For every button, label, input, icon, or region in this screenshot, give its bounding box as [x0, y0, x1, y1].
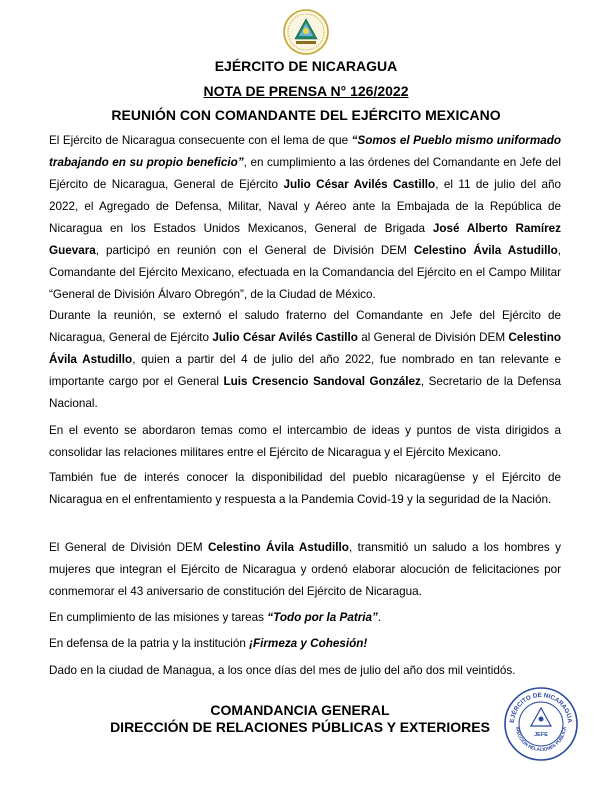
text: El Ejército de Nicaragua consecuente con el lema de que [49, 134, 352, 147]
press-note-headline: REUNIÓN CON COMANDANTE DEL EJÉRCITO MEXICANO [111, 107, 501, 123]
organization-title: EJÉRCITO DE NICARAGUA [214, 58, 398, 74]
paragraph-4 [49, 467, 561, 511]
svg-text:DIRECCIÓN RELACIONES PÚBLICAS: IRECCIÓN RELACIONES PÚBLICA [515, 726, 568, 753]
official-stamp-icon [503, 686, 579, 762]
text: En cumplimiento de las misiones y tareas [49, 611, 268, 624]
army-emblem-icon [282, 8, 330, 56]
paragraph-8 [49, 660, 561, 682]
person-name: Celestino Ávila Astudillo [207, 541, 349, 554]
paragraph-5 [49, 537, 561, 603]
person-name: José Alberto Ramírez Guevara [49, 222, 561, 257]
paragraph-6 [49, 607, 561, 629]
person-name: Julio César Avilés Castillo [212, 331, 358, 344]
person-name: Julio César Avilés Castillo [283, 178, 436, 191]
text: , en cumplimiento a las órdenes del Comandante en Jefe del Ejército de Nicaragua, General de Ejército [49, 156, 561, 191]
text: , participó en reunión con el General de División DEM [95, 244, 414, 257]
text: . [377, 611, 382, 624]
press-note-number: NOTA DE PRENSA N° 126/2022 [203, 83, 409, 99]
person-name: Celestino Ávila Astudillo [49, 331, 561, 366]
text: , Secretario de la Defensa Nacional. [49, 375, 561, 410]
text: El General de División DEM [49, 541, 208, 554]
paragraph-7 [49, 633, 561, 655]
svg-text:JEFE: JEFE [534, 732, 548, 738]
paragraph-3 [49, 420, 561, 464]
text: al General de División DEM [357, 331, 509, 344]
text: Durante la reunión, se externó el saludo fraterno del Comandante en Jefe del Ejército de Nicaragua, General de Ejército [49, 309, 561, 344]
text: , Comandante del Ejército Mexicano, efectuada en la Comandancia del Ejército en el Campo Militar “General de División Álvaro Obregón”, de la Ciudad de México. [49, 244, 562, 301]
text: También fue de interés conocer la disponibilidad del pueblo nicaragüense y el Ejército de Nicaragua en el enfrentamiento y respuesta a la Pandemia Covid-19 y la seguridad de la Nación. [49, 471, 561, 506]
paragraph-2 [49, 305, 561, 415]
signature-line-1: COMANDANCIA GENERAL [210, 702, 390, 718]
text: En defensa de la patria y la institución [49, 637, 250, 650]
motto: ¡Firmeza y Cohesión! [249, 637, 368, 650]
text: Dado en la ciudad de Managua, a los once días del mes de julio del año dos mil veintidós. [49, 664, 516, 677]
text: , el 11 de julio del año 2022, el Agregado de Defensa, Militar, Naval y Aéreo ante la Embajada de la República de Nicaragua en los Estados Unidos Mexicanos, General de Brigada [49, 178, 561, 235]
person-name: Luis Cresencio Sandoval González [223, 375, 421, 388]
motto: “Somos el Pueblo mismo uniformado trabajando en su propio beneficio” [49, 134, 561, 169]
text: En el evento se abordaron temas como el intercambio de ideas y puntos de vista dirigidos a consolidar las relaciones militares entre el Ejército de Nicaragua y el Ejército Mexicano. [49, 424, 561, 459]
motto: “Todo por la Patria” [267, 611, 378, 624]
signature-line-2: DIRECCIÓN DE RELACIONES PÚBLICAS Y EXTERIORES [110, 719, 490, 735]
svg-text:EJÉRCITO DE NICARAGUA: EJÉRCITO DE NICARAGUA [508, 691, 574, 724]
person-name: Celestino Ávila Astudillo [413, 244, 558, 257]
paragraph-1 [49, 130, 561, 306]
text: , transmitió un saludo a los hombres y mujeres que integran el Ejército de Nicaragua y ordenó elaborar alocución de felicitaciones por conmemorar el 43 aniversario de constitución del Ejército de Nicaragua. [49, 541, 561, 598]
text: , quien a partir del 4 de julio del año 2022, fue nombrado en tan relevante e importante cargo por el General [49, 353, 562, 388]
